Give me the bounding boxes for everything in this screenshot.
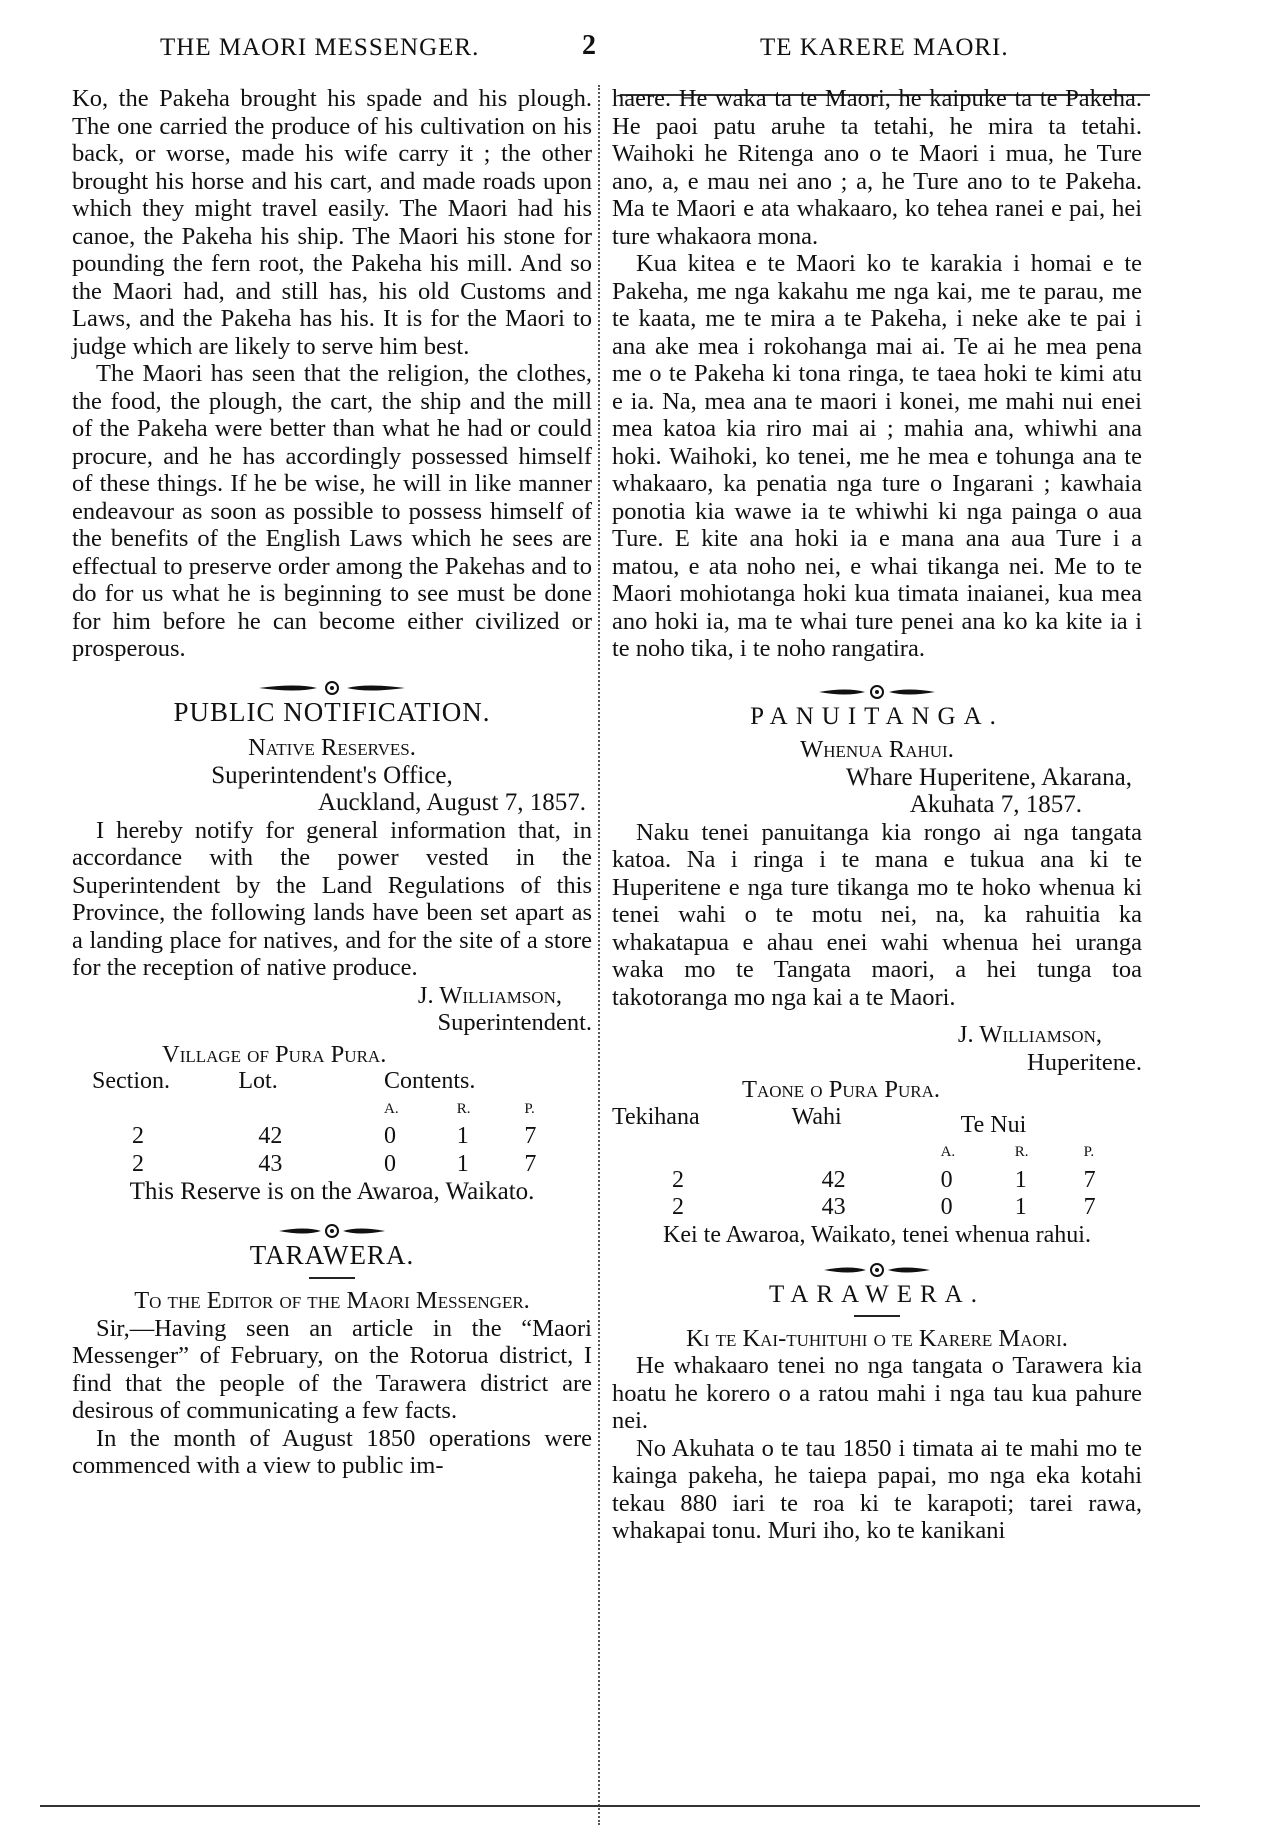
ornament-divider-icon <box>612 679 1142 697</box>
village-heading: Taone o Pura Pura. <box>742 1076 940 1103</box>
section-title: PUBLIC NOTIFICATION. <box>173 696 491 727</box>
body-paragraph: Ko, the Pakeha brought his spade and his plough. The one carried the produce of his cultivation on his back, or worse, made his wife carry it ; the other brought his horse and his cart, and made roads upon which they might travel easily. The Maori had his canoe, the Pakeha his ship. The Maori his stone for pounding the fern root, the Pakeha his mill. And so the Maori had, and still has, his old Customs and Laws, and the Pakeha has his. It is for the Maori to judge which are likely to serve him best. <box>72 85 592 360</box>
cell-perches: 7 <box>1083 1166 1096 1193</box>
signer-title: Superintendent. <box>437 1009 592 1036</box>
cell-roods: 1 <box>1014 1194 1027 1220</box>
cell-perches: 7 <box>524 1123 537 1149</box>
body-paragraph: The Maori has seen that the religion, the clothes, the food, the plough, the cart, the ship and the mill of the Pakeha were better than what he had or could procure, and he has accordingly possessed himself of these things. If he be wise, he will in like manner endeavour as soon as possible to possess himself of the benefits of the English Laws which he sees are effectual to preserve order among the Pakehas and to do for us what he is beginning to see must be done for him before he can become either civilized or prosperous. <box>72 360 592 662</box>
editor-line: Ki te Kai-tuhituhi o te Karere Maori. <box>686 1324 1068 1352</box>
notice-body: Naku tenei panuitanga kia rongo ai nga tangata katoa. Na i ringa i te mana e tukua ana ki te Huperitene e nga ture tikanga mo te hoko whenua ki tenei wahi o te motu nei, na, ka rahuitia ka whakatapua e ahau enei wahi whenua hei uranga waka mo te Tangata maori, a hei tunga toa takotoranga mo nga kai a te Maori. <box>612 818 1142 1011</box>
section-subtitle: Native Reserves. <box>248 734 416 761</box>
cell-lot: 43 <box>258 1150 283 1177</box>
letter-paragraph: No Akuhata o te tau 1850 i timata ai te mahi mo te kainga pakeha, he taiepa papai, mo nga eka kotahi tekau 880 iari te roa ki te karapoti; tarei rawa, whakapai tonu. Muri iho, ko te kanikani <box>612 1434 1142 1544</box>
section-subtitle: Whenua Rahui. <box>800 736 954 763</box>
table-row <box>72 1151 592 1179</box>
date-line: Akuhata 7, 1857. <box>909 791 1082 818</box>
cell-section: 2 <box>672 1194 684 1220</box>
cell-acres: 0 <box>383 1123 396 1149</box>
unit-label: P. <box>1083 1144 1095 1160</box>
unit-label: A. <box>940 1144 956 1160</box>
right-masthead: TE KARERE MAORI. <box>760 34 1009 61</box>
office-line: Whare Huperitene, Akarana, <box>846 763 1132 791</box>
maori-column <box>612 85 1142 1545</box>
date-line: Auckland, August 7, 1857. <box>317 789 586 816</box>
column-divider <box>598 85 602 1825</box>
column-header: Te Nui <box>960 1111 1027 1138</box>
reserve-table <box>612 1104 1142 1222</box>
body-paragraph: Kua kitea e te Maori ko te karakia i homai e te Pakeha, me nga kakahu me nga kai, me te parau, me te kaata, me te mira a te Pakeha, i neke ake te pai i ana ake mea i rokohanga mai ai. Te ai he mea pena me o te Pakeha ki tona ringa, te taea hoki te kimi atu e ia. Na, mea ana te maori i konei, me mahi nui enei mea katoa kia riro mai ai ; mahia ana, whiwhi ana hoki. Waihoki, ko tenei, me he mea e tohunga ana te whakaaro, ka penatia nga ture o Ingarani ; kawhaia ponotia kia wawe ia te whiwhi ki nga painga o aua Ture. E kite ana hoki ia e mana ana aua Ture i a matou, e ata noho nei, e whai tikanga nei. Me to te Maori mohiotanga hoki kua timata inaianei, kua mea ano hoki ia, ma te whai ture penei ana ko ka kite ia i te noho tika, i te noho rangatira. <box>612 250 1142 662</box>
short-rule <box>854 1315 900 1317</box>
short-rule <box>309 1277 355 1279</box>
office-line: Superintendent's Office, <box>211 761 453 789</box>
unit-label: R. <box>1014 1144 1029 1160</box>
letter-paragraph: In the month of August 1850 operations were commenced with a view to public im- <box>72 1424 592 1479</box>
cell-acres: 0 <box>940 1194 953 1220</box>
signer-name: J. Williamson, <box>417 981 562 1009</box>
letter-paragraph: He whakaaro tenei no nga tangata o Tarawera kia hoatu he korero o a ratou mahi i nga tau kua pahure nei. <box>612 1352 1142 1434</box>
column-header: Section. <box>92 1068 170 1094</box>
cell-roods: 1 <box>456 1123 469 1149</box>
unit-label: A. <box>383 1100 399 1117</box>
cell-roods: 1 <box>456 1150 469 1177</box>
bottom-rule <box>40 1805 1200 1807</box>
cell-acres: 0 <box>940 1166 953 1193</box>
cell-perches: 7 <box>1083 1194 1096 1220</box>
notice-body: I hereby notify for general information that, in accordance with the power vested in the Superintendent by the Land Regulations of this Province, the following lands have been set apart as a landing place for natives, and for the site of a store for the reception of native produce. <box>72 816 592 981</box>
section-title: PANUITANGA. <box>750 702 1004 730</box>
cell-section: 2 <box>132 1123 144 1149</box>
cell-section: 2 <box>672 1166 684 1193</box>
column-header: Lot. <box>238 1068 278 1094</box>
editor-line: To the Editor of the Maori Messenger. <box>134 1287 530 1314</box>
body-paragraph: haere. He waka ta te Maori, he kaipuke ta te Pakeha. He paoi patu aruhe ta tetahi, he mira ta tetahi. Waihoki he Ritenga ano o te Maori i mua, he Ture ano, a, e mau nei ano ; a, he Ture ano to te Pakeha. Ma te Maori e ata whakaaro, ko tehea ranei e pai, hei ture whakaora mona. <box>612 85 1142 250</box>
cell-lot: 43 <box>821 1194 846 1220</box>
village-heading: Village of Pura Pura. <box>162 1040 387 1068</box>
cell-acres: 0 <box>383 1150 396 1177</box>
cell-roods: 1 <box>1014 1166 1027 1193</box>
ornament-divider-icon <box>72 675 592 693</box>
reserve-table <box>72 1068 592 1178</box>
english-column <box>72 85 592 1480</box>
cell-lot: 42 <box>821 1166 846 1193</box>
table-row <box>612 1194 1142 1222</box>
letter-paragraph: Sir,—Having seen an article in the “Maori Messenger” of February, on the Rotorua district, I find that the people of the Tarawera district are desirous of communicating a few facts. <box>72 1314 592 1424</box>
unit-label: R. <box>456 1100 471 1117</box>
page-number: 2 <box>582 30 596 61</box>
section-title: TARAWERA. <box>769 1281 985 1308</box>
signer-name: J. Williamson, <box>957 1021 1102 1048</box>
ornament-divider-icon <box>72 1218 592 1236</box>
table-row <box>72 1123 592 1151</box>
reserve-note: This Reserve is on the Awaroa, Waikato. <box>129 1178 535 1205</box>
cell-section: 2 <box>132 1150 144 1177</box>
column-header: Contents. <box>383 1068 476 1094</box>
table-row <box>612 1167 1142 1195</box>
ornament-divider-icon <box>612 1257 1142 1275</box>
unit-label: P. <box>524 1100 535 1117</box>
section-title: TARAWERA. <box>249 1239 415 1270</box>
signer-title: Huperitene. <box>1027 1048 1142 1076</box>
column-header: Tekihana <box>612 1103 700 1130</box>
cell-lot: 42 <box>258 1123 283 1149</box>
cell-perches: 7 <box>524 1150 537 1177</box>
reserve-note: Kei te Awaroa, Waikato, tenei whenua rahui. <box>663 1221 1091 1248</box>
column-header: Wahi <box>791 1103 842 1130</box>
page-header <box>0 30 1280 70</box>
left-masthead: THE MAORI MESSENGER. <box>160 34 480 61</box>
